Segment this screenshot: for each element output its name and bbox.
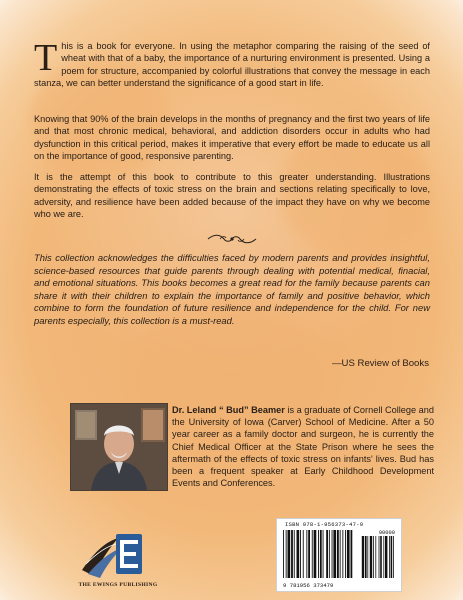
author-name: Dr. Leland “ Bud” Beamer [172, 405, 285, 415]
barcode-bars-icon [283, 530, 395, 578]
author-photo [70, 403, 168, 491]
publisher-logo-icon [76, 520, 158, 590]
intro-paragraph-2: Knowing that 90% of the brain develops in the months of pregnancy and the first two years of life and that most chronic medical, behavioral, and addiction disorders occur in adults who had dysfunction in this critical period, makes it imperative that every effort be made to educate us all on the importance of good, responsive parenting. [34, 114, 430, 162]
isbn-number: ISBN 978-1-956373-47-9 [285, 521, 364, 528]
review-quote: This collection acknowledges the difficulties faced by modern parents and provides insightful, science-based resources that guide parents through dealing with potential medical, finacial, and emotional situations. This books becomes a great read for the family because parents can share it with their children to explain the importance of family and positive behavior, which combine to form the foundation of future resilience and independence for the child. For new parents especially, this collection is a must-read. [34, 252, 430, 326]
intro-paragraph-1 [34, 37, 430, 90]
intro-paragraph-3: It is the attempt of this book to contribute to this greater understanding. Illustrations demonstrating the effects of toxic stress on the brain and sections relating specifically to love, adversity, and resilience have been added because of the impact they have on why we become who we are. [34, 172, 430, 220]
barcode-digits: 9 781956 373479 [283, 582, 334, 589]
review-attribution: —US Review of Books [331, 358, 429, 369]
author-bio [172, 404, 434, 489]
intro-paragraph-1-text: his is a book for everyone. In using the metaphor comparing the raising of the seed of wheat with that of a baby, the importance of a nurturing environment is presented. Using a poem for structure, accompanied by colorful illustrations that convey the message in each stanza, we can better understand the significance of a good start in life. [34, 41, 430, 89]
author-bio-text: is a graduate of Cornell College and the University of Iowa (Carver) School of Medicine. After a 50 year career as a family doctor and surgeon, he is currently the Chief Medical Officer at the State Prison where he sees the aftermath of the effects of toxic stress on infants' lives. Bud has been a frequent speaker at Early Childhood Development Events and Conferences. [172, 405, 434, 489]
flourish-ornament-icon [206, 233, 258, 245]
publisher-name: THE EWINGS PUBLISHING [78, 582, 158, 588]
isbn-barcode [276, 518, 402, 592]
price-code: 90000 [378, 530, 395, 536]
drop-cap: T [34, 37, 58, 79]
